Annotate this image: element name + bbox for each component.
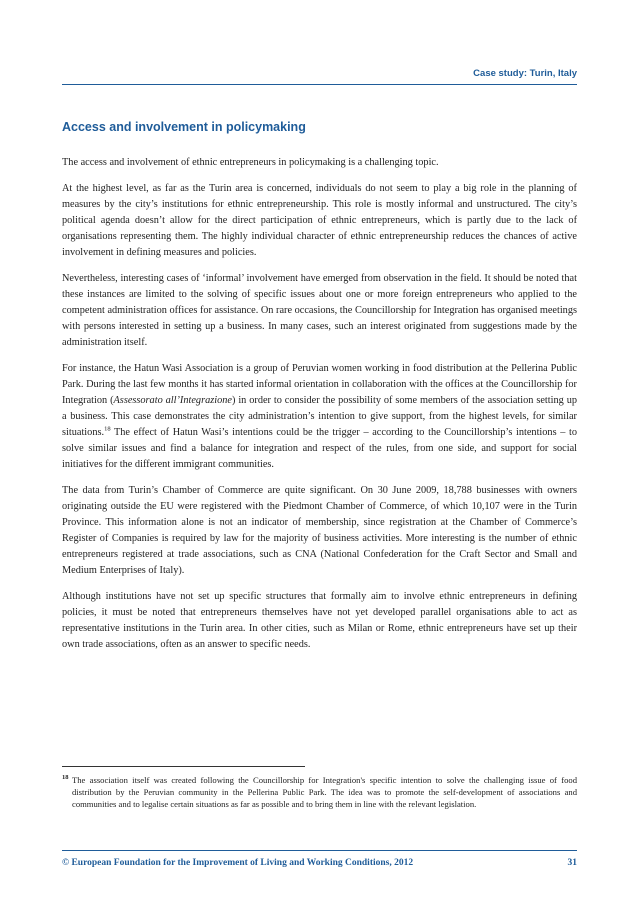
page-number: 31 — [567, 858, 577, 868]
footnote-reference[interactable]: 18 — [104, 425, 111, 433]
paragraph-3: Nevertheless, interesting cases of ‘informal’ involvement have emerged from observation in the field. It should be noted that these instances are limited to the solving of specific issues about one or more foreign entrepreneurs who applied to the competent administration offices for assistance. On rare occasions, the Councillorship for Integration has organised meetings with persons interested in setting up a business. In many cases, such an interest originated from suggestions made by the administration itself. — [62, 273, 577, 348]
paragraph-4-part-a: For instance, the Hatun Wasi Association is a group of Peruvian women working in food distribution at the Pellerina Public Park. During the last few months it has started informal orientation in collaboration with the offices at the Councillorship for Integration ( — [62, 363, 577, 406]
footer-rule — [62, 850, 577, 851]
running-header: Case study: Turin, Italy — [473, 68, 577, 79]
paragraph-4-part-b: ) in order to consider the possibility of some members of the association setting up a business. This case demonstrates the city administration’s intention to give support, from the highest levels, for similar situations. — [62, 395, 577, 438]
paragraph-5: The data from Turin’s Chamber of Commerce are quite significant. On 30 June 2009, 18,788 businesses with owners originating outside the EU were registered with the Piedmont Chamber of Commerce, of which 10,107 were in the Turin Province. This information alone is not an indicator of membership, since registration at the Chamber of Commerce’s Register of Companies is required by law for the majority of business activities. More interesting is the number of ethnic entrepreneurs registered at trade associations, such as CNA (National Confederation for the Craft Sector and Small and Medium Enterprises of Italy). — [62, 485, 577, 576]
paragraph-1: The access and involvement of ethnic entrepreneurs in policymaking is a challenging topic. — [62, 157, 439, 168]
footnote-rule — [62, 766, 305, 767]
footnote-text: The association itself was created following the Councillorship for Integration's specific intention to solve the challenging issue of food distribution by the Peruvian community in the Pellerina Public Park. The idea was to promote the self-development of associations and communities and to legalise certain situations as far as possible and to bring them in line with the relevant legislation. — [72, 775, 577, 810]
body-text — [62, 155, 577, 663]
paragraph-2: At the highest level, as far as the Turin area is concerned, individuals do not seem to play a big role in the planning of measures by the city’s institutions for ethnic entrepreneurship. This role is mostly informal and unstructured. The city’s political agenda doesn’t allow for the direct participation of ethnic entrepreneurs, which is partly due to the lack of organisations representing them. The highly individual character of ethnic entrepreneurship reduces the chances of active involvement in defining measures and policies. — [62, 183, 577, 258]
paragraph-4-part-c: The effect of Hatun Wasi’s intentions could be the trigger – according to the Councillorship’s intentions – to solve similar issues and find a balance for integration and respect of the rules, from one side, and support for social initiatives for the different immigrant communities. — [62, 427, 577, 470]
footnote-number: 18 — [62, 774, 69, 781]
italic-term: Assessorato all’Integrazione — [113, 395, 232, 406]
footnote — [62, 774, 577, 811]
header-rule — [62, 84, 577, 85]
copyright-notice: © European Foundation for the Improvement of Living and Working Conditions, 2012 — [62, 858, 414, 868]
paragraph-4 — [62, 361, 577, 473]
section-title: Access and involvement in policymaking — [62, 120, 306, 134]
paragraph-6: Although institutions have not set up specific structures that formally aim to involve ethnic entrepreneurs in defining policies, it must be noted that entrepreneurs themselves have not yet developed parallel organisations able to act as representative institutions in the Turin area. In other cities, such as Milan or Rome, ethnic entrepreneurs have set up their own trade associations, often as an answer to specific needs. — [62, 591, 577, 650]
